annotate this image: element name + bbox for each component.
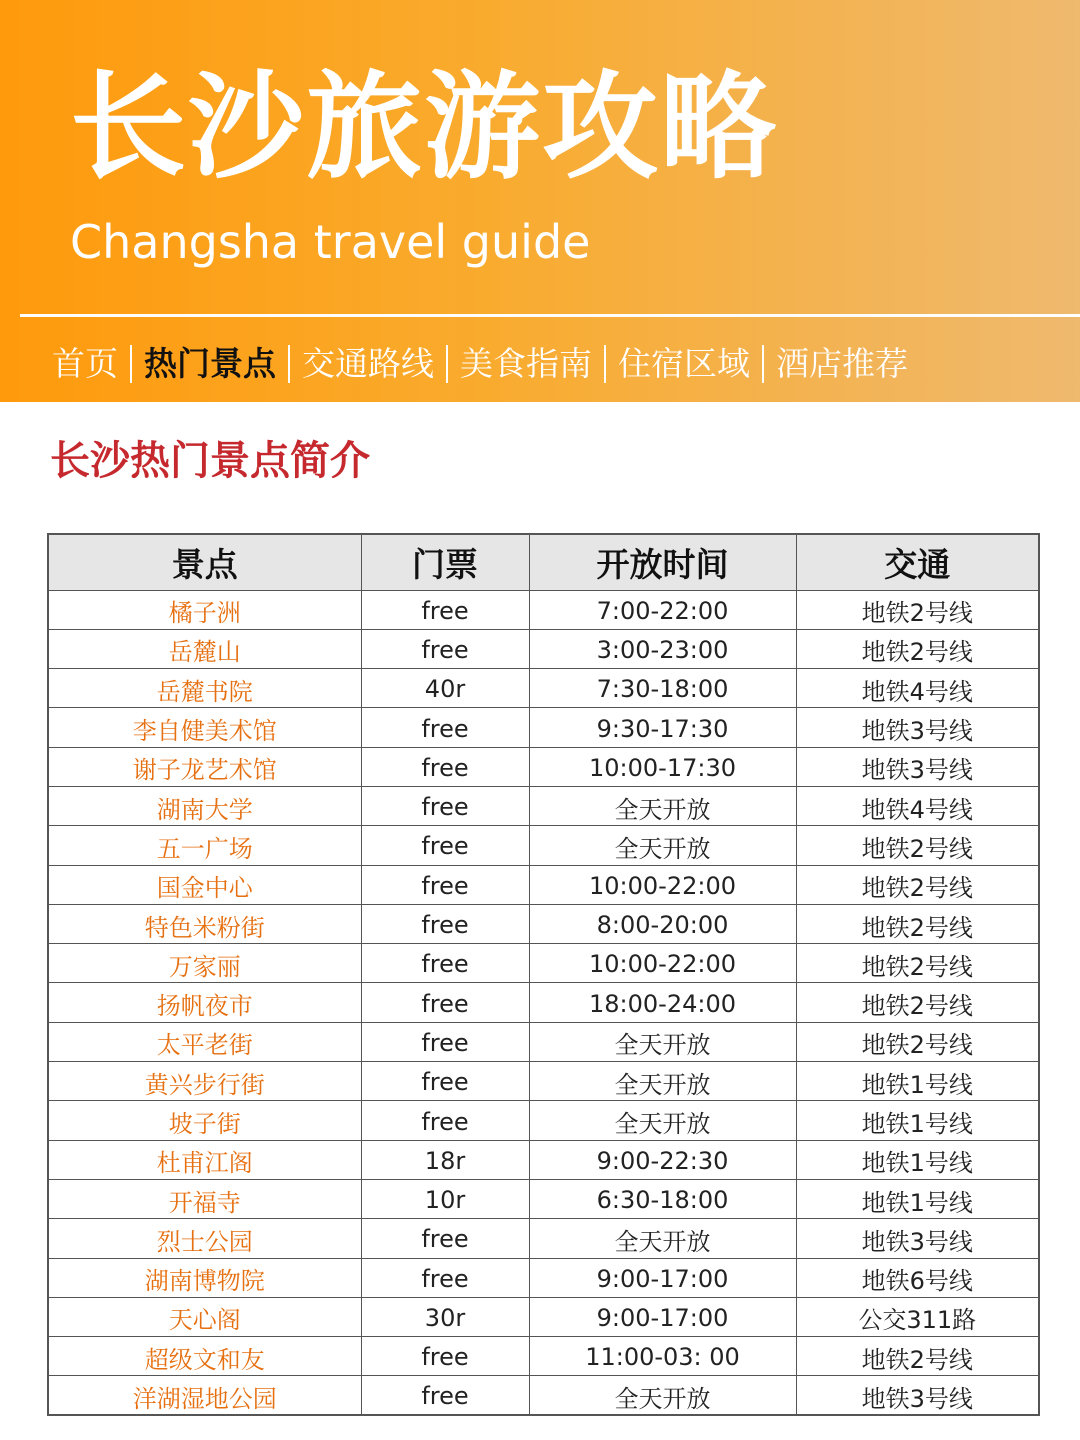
ticket-price-cell: free	[361, 944, 529, 983]
ticket-price-cell: free	[361, 747, 529, 786]
attraction-name-cell: 岳麓山	[48, 629, 361, 668]
transport-cell: 地铁2号线	[796, 983, 1039, 1022]
attraction-name-cell: 扬帆夜市	[48, 983, 361, 1022]
attraction-name-cell: 岳麓书院	[48, 669, 361, 708]
nav-item-home[interactable]: 首页	[52, 344, 118, 383]
table-row	[48, 1022, 1039, 1061]
transport-cell: 地铁3号线	[796, 1219, 1039, 1258]
transport-cell: 地铁1号线	[796, 1179, 1039, 1218]
table-row	[48, 865, 1039, 904]
column-header-transport: 交通	[796, 534, 1039, 590]
header-divider	[20, 314, 1080, 317]
ticket-price-cell: free	[361, 1022, 529, 1061]
ticket-price-cell: free	[361, 904, 529, 943]
opening-hours-cell: 全天开放	[529, 1101, 796, 1140]
page-title: 长沙旅游攻略	[70, 60, 778, 195]
transport-cell: 地铁3号线	[796, 747, 1039, 786]
transport-cell: 地铁2号线	[796, 865, 1039, 904]
nav-item-popular-attractions[interactable]: 热门景点	[144, 344, 276, 383]
opening-hours-cell: 3:00-23:00	[529, 629, 796, 668]
ticket-price-cell: 18r	[361, 1140, 529, 1179]
opening-hours-cell: 全天开放	[529, 786, 796, 825]
attraction-name-cell: 开福寺	[48, 1179, 361, 1218]
section-title: 长沙热门景点简介	[50, 438, 370, 484]
attraction-name-cell: 五一广场	[48, 826, 361, 865]
opening-hours-cell: 10:00-22:00	[529, 944, 796, 983]
nav-separator	[446, 345, 448, 383]
table-row	[48, 1101, 1039, 1140]
transport-cell: 地铁2号线	[796, 1337, 1039, 1376]
opening-hours-cell: 全天开放	[529, 826, 796, 865]
attraction-name-cell: 黄兴步行街	[48, 1062, 361, 1101]
attraction-name-cell: 湖南大学	[48, 786, 361, 825]
header-banner	[0, 0, 1080, 402]
transport-cell: 地铁2号线	[796, 904, 1039, 943]
nav-separator	[288, 345, 290, 383]
ticket-price-cell: free	[361, 708, 529, 747]
attraction-name-cell: 谢子龙艺术馆	[48, 747, 361, 786]
table-row	[48, 1062, 1039, 1101]
ticket-price-cell: free	[361, 1337, 529, 1376]
ticket-price-cell: 40r	[361, 669, 529, 708]
ticket-price-cell: 30r	[361, 1297, 529, 1336]
table-row	[48, 983, 1039, 1022]
opening-hours-cell: 全天开放	[529, 1022, 796, 1061]
ticket-price-cell: free	[361, 1258, 529, 1297]
table-row	[48, 904, 1039, 943]
column-header-attraction: 景点	[48, 534, 361, 590]
nav-item-transport-routes[interactable]: 交通路线	[302, 344, 434, 383]
ticket-price-cell: free	[361, 983, 529, 1022]
ticket-price-cell: 10r	[361, 1179, 529, 1218]
attraction-name-cell: 杜甫江阁	[48, 1140, 361, 1179]
table-row	[48, 1376, 1039, 1415]
attraction-name-cell: 橘子洲	[48, 590, 361, 629]
attraction-name-cell: 坡子街	[48, 1101, 361, 1140]
attraction-name-cell: 特色米粉街	[48, 904, 361, 943]
table-body	[48, 590, 1039, 1415]
attraction-name-cell: 天心阁	[48, 1297, 361, 1336]
ticket-price-cell: free	[361, 1101, 529, 1140]
attraction-name-cell: 烈士公园	[48, 1219, 361, 1258]
column-header-opening-hours: 开放时间	[529, 534, 796, 590]
attraction-name-cell: 超级文和友	[48, 1337, 361, 1376]
transport-cell: 地铁1号线	[796, 1140, 1039, 1179]
opening-hours-cell: 9:00-22:30	[529, 1140, 796, 1179]
transport-cell: 地铁2号线	[796, 1022, 1039, 1061]
opening-hours-cell: 9:30-17:30	[529, 708, 796, 747]
transport-cell: 地铁6号线	[796, 1258, 1039, 1297]
attraction-name-cell: 湖南博物院	[48, 1258, 361, 1297]
ticket-price-cell: free	[361, 1219, 529, 1258]
ticket-price-cell: free	[361, 1376, 529, 1415]
transport-cell: 地铁2号线	[796, 944, 1039, 983]
opening-hours-cell: 全天开放	[529, 1376, 796, 1415]
opening-hours-cell: 8:00-20:00	[529, 904, 796, 943]
transport-cell: 地铁1号线	[796, 1101, 1039, 1140]
table-row	[48, 1258, 1039, 1297]
table-row	[48, 1297, 1039, 1336]
table-header-row	[48, 534, 1039, 590]
nav-bar	[52, 336, 908, 392]
attraction-name-cell: 李自健美术馆	[48, 708, 361, 747]
nav-item-hotel-recommendations[interactable]: 酒店推荐	[776, 344, 908, 383]
ticket-price-cell: free	[361, 865, 529, 904]
transport-cell: 地铁4号线	[796, 669, 1039, 708]
table-row	[48, 1140, 1039, 1179]
ticket-price-cell: free	[361, 1062, 529, 1101]
table-row	[48, 1179, 1039, 1218]
opening-hours-cell: 10:00-17:30	[529, 747, 796, 786]
opening-hours-cell: 7:30-18:00	[529, 669, 796, 708]
page-subtitle: Changsha travel guide	[70, 215, 591, 269]
opening-hours-cell: 9:00-17:00	[529, 1297, 796, 1336]
attraction-name-cell: 万家丽	[48, 944, 361, 983]
ticket-price-cell: free	[361, 629, 529, 668]
transport-cell: 地铁1号线	[796, 1062, 1039, 1101]
table-row	[48, 786, 1039, 825]
table-row	[48, 708, 1039, 747]
table-row	[48, 669, 1039, 708]
opening-hours-cell: 6:30-18:00	[529, 1179, 796, 1218]
attraction-name-cell: 洋湖湿地公园	[48, 1376, 361, 1415]
nav-separator	[130, 345, 132, 383]
table-row	[48, 826, 1039, 865]
attractions-table	[47, 533, 1040, 1416]
table-row	[48, 1219, 1039, 1258]
table-row	[48, 629, 1039, 668]
opening-hours-cell: 全天开放	[529, 1062, 796, 1101]
opening-hours-cell: 全天开放	[529, 1219, 796, 1258]
ticket-price-cell: free	[361, 590, 529, 629]
opening-hours-cell: 9:00-17:00	[529, 1258, 796, 1297]
table-row	[48, 747, 1039, 786]
transport-cell: 公交311路	[796, 1297, 1039, 1336]
table-row	[48, 590, 1039, 629]
opening-hours-cell: 11:00-03: 00	[529, 1337, 796, 1376]
transport-cell: 地铁2号线	[796, 826, 1039, 865]
nav-item-food-guide[interactable]: 美食指南	[460, 344, 592, 383]
column-header-ticket: 门票	[361, 534, 529, 590]
transport-cell: 地铁2号线	[796, 629, 1039, 668]
opening-hours-cell: 18:00-24:00	[529, 983, 796, 1022]
ticket-price-cell: free	[361, 786, 529, 825]
table-row	[48, 944, 1039, 983]
attraction-name-cell: 国金中心	[48, 865, 361, 904]
transport-cell: 地铁4号线	[796, 786, 1039, 825]
ticket-price-cell: free	[361, 826, 529, 865]
transport-cell: 地铁3号线	[796, 1376, 1039, 1415]
table-row	[48, 1337, 1039, 1376]
nav-separator	[762, 345, 764, 383]
transport-cell: 地铁2号线	[796, 590, 1039, 629]
nav-item-accommodation-areas[interactable]: 住宿区域	[618, 344, 750, 383]
opening-hours-cell: 7:00-22:00	[529, 590, 796, 629]
opening-hours-cell: 10:00-22:00	[529, 865, 796, 904]
nav-separator	[604, 345, 606, 383]
attraction-name-cell: 太平老街	[48, 1022, 361, 1061]
transport-cell: 地铁3号线	[796, 708, 1039, 747]
